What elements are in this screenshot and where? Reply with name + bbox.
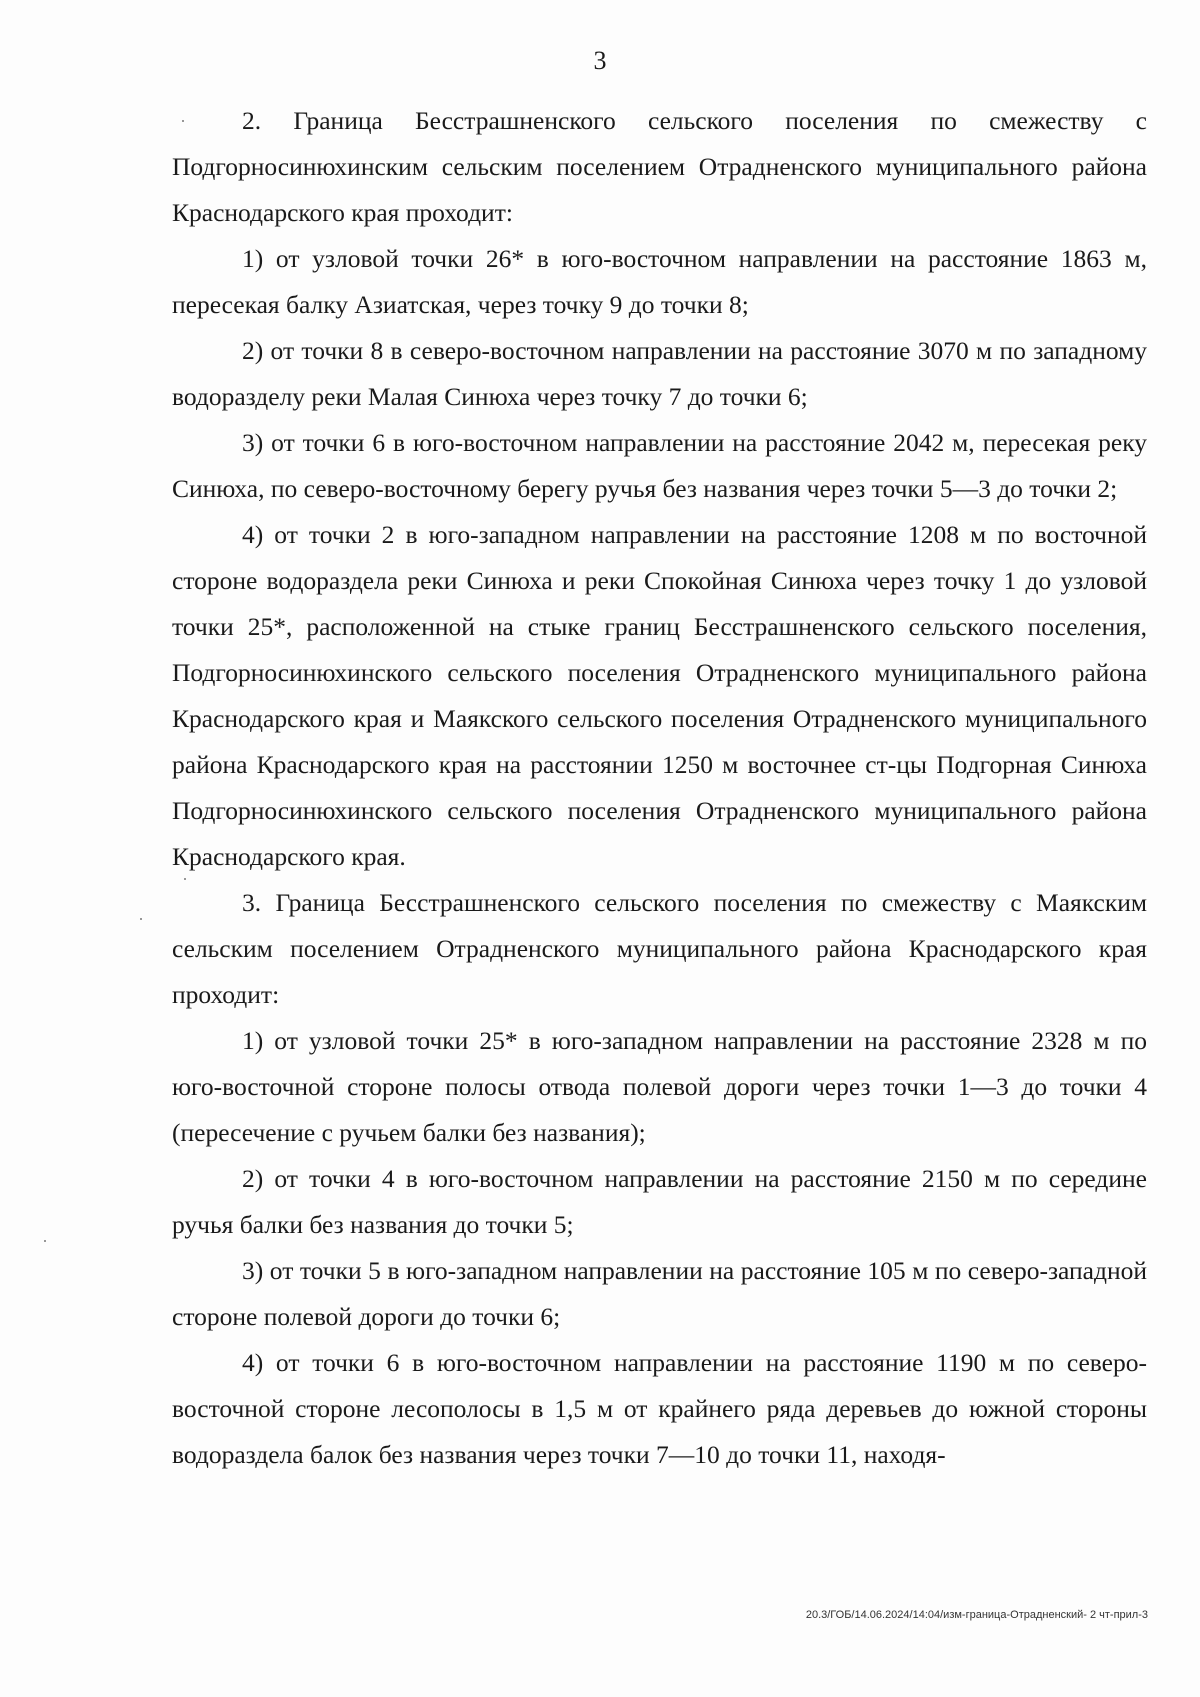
paragraph-section-2-item-3: 3) от точки 6 в юго-восточном направлении на расстояние 2042 м, пересекая реку Синюха, по северо-восточному берегу ручья без названия через точки 5—3 до точки 2; <box>172 428 1147 503</box>
paragraph-section-3-item-1: 1) от узловой точки 25* в юго-западном направлении на расстояние 2328 м по юго-восточной стороне полосы отвода полевой дороги через точки 1—3 до точки 4 (пересечение с ручьем балки без названия); <box>172 1026 1147 1147</box>
paragraph-section-2-item-1: 1) от узловой точки 26* в юго-восточном направлении на расстояние 1863 м, пересекая балку Азиатская, через точку 9 до точки 8; <box>172 244 1147 319</box>
scan-speck <box>44 1240 46 1242</box>
paragraph-section-3-heading: 3. Граница Бесстрашненского сельского поселения по смежеству с Маякским сельским поселением Отрадненского муниципального района Краснодарского края проходит: <box>172 888 1147 1009</box>
paragraph-section-3-item-4: 4) от точки 6 в юго-восточном направлении на расстояние 1190 м по северо-восточной стороне лесополосы в 1,5 м от крайнего ряда деревьев до южной стороны водораздела балок без названия через точки 7—10 до точки 11, находя- <box>172 1348 1147 1469</box>
scan-speck <box>184 878 186 880</box>
paragraph-section-2-item-4: 4) от точки 2 в юго-западном направлении на расстояние 1208 м по восточной стороне водораздела реки Синюха и реки Спокойная Синюха через точку 1 до узловой точки 25*, расположенной на стыке границ Бесстрашненского сельского поселения, Подгорносинюхинского сельского поселения Отрадненского муниципального района Краснодарского края и Маякского сельского поселения Отрадненского муниципального района Краснодарского края на расстоянии 1250 м восточнее ст-цы Подгорная Синюха Подгорносинюхинского сельского поселения Отрадненского муниципального района Краснодарского края. <box>172 520 1147 871</box>
scan-speck <box>182 120 184 122</box>
scan-speck <box>140 918 142 920</box>
paragraph-section-3-item-2: 2) от точки 4 в юго-восточном направлении на расстояние 2150 м по середине ручья балки без названия до точки 5; <box>172 1164 1147 1239</box>
paragraph-section-2-heading: 2. Граница Бесстрашненского сельского поселения по смежеству с Подгорносинюхинским сельским поселением Отрадненского муниципального района Краснодарского края проходит: <box>172 106 1147 227</box>
paragraph-section-2-item-2: 2) от точки 8 в северо-восточном направлении на расстояние 3070 м по западному водоразделу реки Малая Синюха через точку 7 до точки 6; <box>172 336 1147 411</box>
document-body <box>172 98 1147 1478</box>
paragraph-section-3-item-3: 3) от точки 5 в юго-западном направлении на расстояние 105 м по северо-западной стороне полевой дороги до точки 6; <box>172 1256 1147 1331</box>
page-number: 3 <box>593 46 607 75</box>
footer-document-code: 20.3/ГОБ/14.06.2024/14:04/изм-граница-Отрадненский- 2 чт-прил-3 <box>805 1609 1148 1621</box>
